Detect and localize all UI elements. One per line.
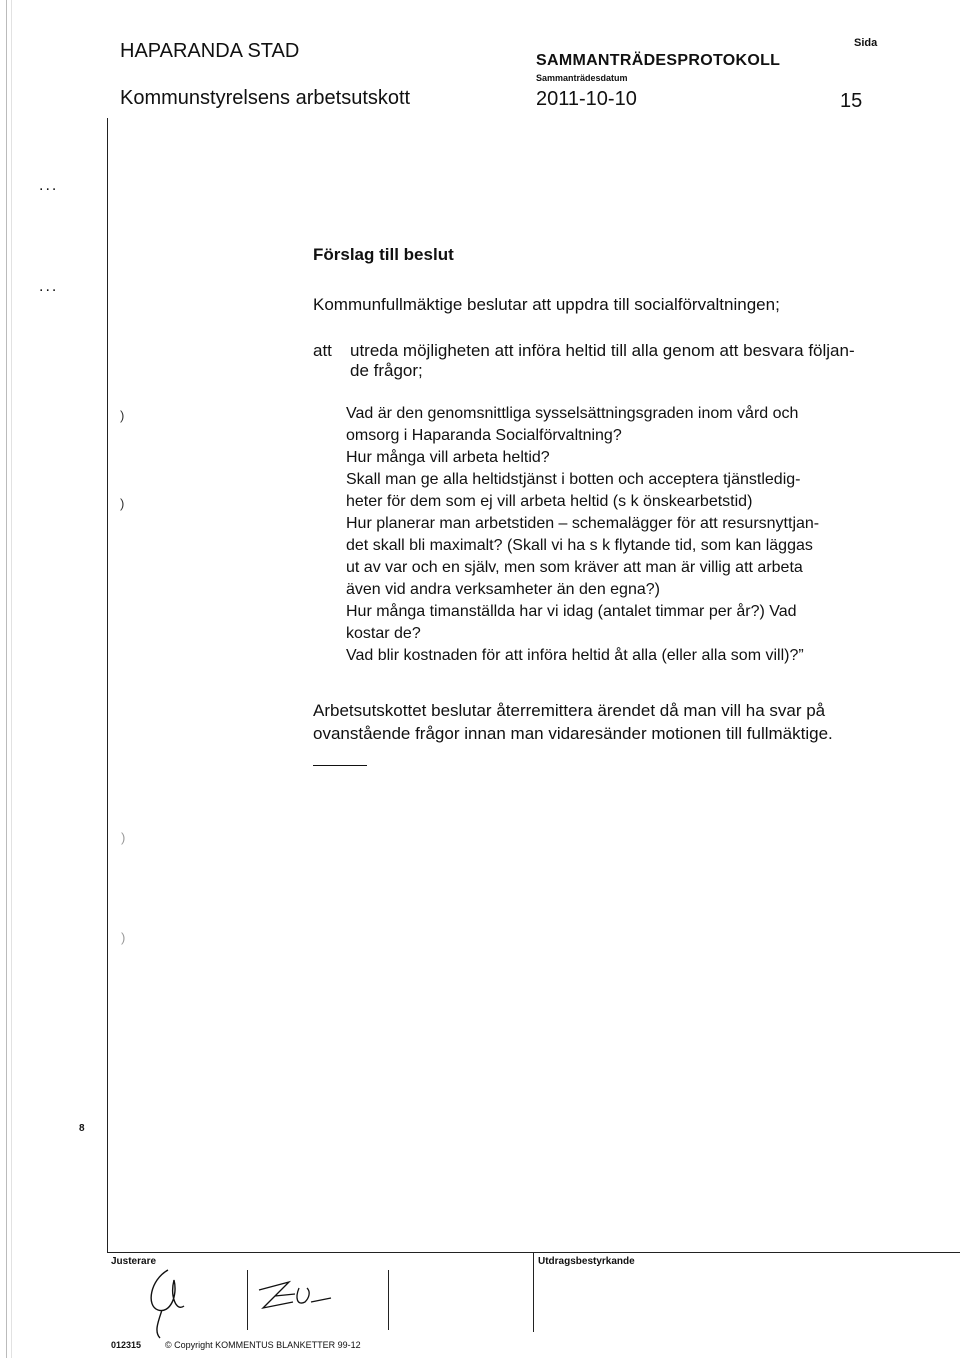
signature-box-right-line xyxy=(388,1270,389,1330)
decision-line: ovanstående frågor innan man vidaresänder motionen till fullmäktige. xyxy=(313,724,833,743)
left-margin-line xyxy=(107,118,108,1253)
copyright-text: © Copyright KOMMENTUS BLANKETTER 99-12 xyxy=(165,1340,361,1350)
decision-line: Arbetsutskottet beslutar återremittera ärendet då man vill ha svar på xyxy=(313,701,826,720)
side-page-number: 8 xyxy=(79,1123,85,1134)
margin-dots: ... xyxy=(39,278,59,295)
intro-text: Kommunfullmäktige beslutar att uppdra till socialförvaltningen; xyxy=(313,295,780,314)
meeting-date: 2011-10-10 xyxy=(536,88,637,110)
committee-name: Kommunstyrelsens arbetsutskott xyxy=(120,87,411,109)
margin-mark: ) xyxy=(121,930,126,945)
section-heading: Förslag till beslut xyxy=(313,245,454,264)
margin-mark: ) xyxy=(120,408,125,423)
question-line: Skall man ge alla heltidstjänst i botten och acceptera tjänstledig- xyxy=(346,471,801,488)
page-number: 15 xyxy=(840,90,863,112)
page-label: Sida xyxy=(854,37,878,49)
att-line: utreda möjligheten att införa heltid till alla genom att besvara följan- xyxy=(350,341,855,360)
signature-initials-2 xyxy=(255,1278,335,1318)
date-label: Sammanträdesdatum xyxy=(536,73,628,83)
question-line: Hur planerar man arbetstiden – schemalägger för att resursnyttjan- xyxy=(346,515,820,532)
scan-edge xyxy=(6,0,7,1358)
justerare-label: Justerare xyxy=(111,1256,157,1267)
question-line: Vad är den genomsnittliga sysselsättningsgraden inom vård och xyxy=(346,405,799,422)
utdragsbestyrkande-label: Utdragsbestyrkande xyxy=(538,1256,635,1267)
question-line: kostar de? xyxy=(346,625,421,642)
questions-list xyxy=(346,403,926,667)
att-label: att xyxy=(313,341,332,360)
margin-mark: ) xyxy=(120,496,125,511)
footer-mid-divider xyxy=(533,1252,534,1332)
decision-paragraph xyxy=(313,699,933,745)
question-line: ut av var och en själv, men som kräver att man är villig att arbeta xyxy=(346,559,803,576)
question-line: Hur många timanställda har vi idag (antalet timmar per år?) Vad xyxy=(346,603,797,620)
att-line: de frågor; xyxy=(350,361,423,380)
document-type: SAMMANTRÄDESPROTOKOLL xyxy=(536,52,781,69)
question-line: Hur många vill arbeta heltid? xyxy=(346,449,550,466)
question-line: Vad blir kostnaden för att införa heltid åt alla (eller alla som vill)?” xyxy=(346,647,804,664)
question-line: heter för dem som ej vill arbeta heltid (s k önskearbetstid) xyxy=(346,493,753,510)
form-number xyxy=(111,1340,141,1350)
form-number-text: 012315 xyxy=(111,1340,142,1350)
org-name: HAPARANDA STAD xyxy=(120,40,300,62)
question-line: det skall bli maximalt? (Skall vi ha s k flytande tid, som kan läggas xyxy=(346,537,813,554)
question-line: även vid andra verksamheter än den egna?) xyxy=(346,581,660,598)
signature-initials-1 xyxy=(140,1266,200,1346)
margin-dots: ... xyxy=(39,177,59,194)
end-rule xyxy=(313,765,367,766)
margin-mark: ) xyxy=(121,830,126,845)
signature-box-left-line xyxy=(247,1270,248,1330)
scan-edge-faint xyxy=(11,0,12,1358)
question-line: omsorg i Haparanda Socialförvaltning? xyxy=(346,427,622,444)
